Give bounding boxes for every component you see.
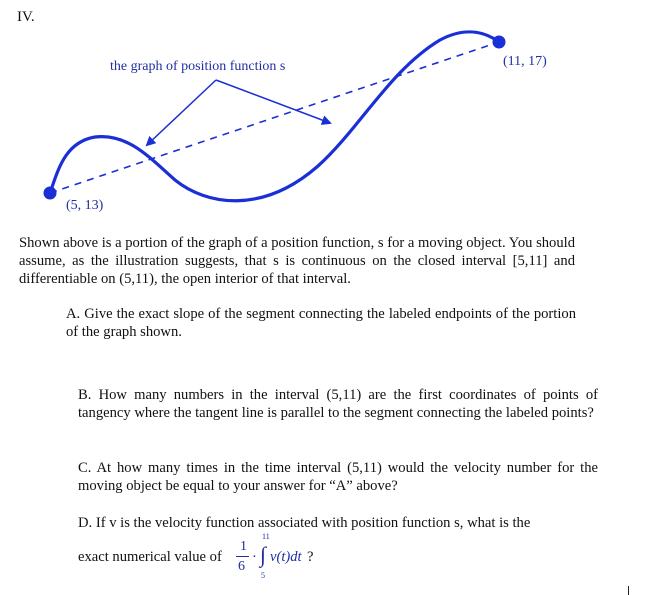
question-a: A. Give the exact slope of the segment connecting the labeled endpoints of the portion of the graph shown.: [66, 306, 576, 340]
question-d-expression: [78, 532, 338, 581]
end-point-marker: [493, 36, 506, 49]
integrand: v(t)dt: [270, 549, 302, 565]
start-point-label: (5, 13): [66, 198, 104, 213]
question-b: B. How many numbers in the interval (5,11) are the first coordinates of points of tangency where the tangent line is parallel to the segment connecting the labeled points?: [78, 387, 598, 421]
fraction-denominator: 6: [238, 559, 245, 574]
position-curve: [50, 32, 499, 201]
multiplication-dot: ·: [252, 549, 257, 565]
position-function-figure: [0, 0, 654, 230]
integral-lower-limit: 5: [261, 571, 265, 580]
question-d: D. If v is the velocity function associated with position function s, what is the: [78, 515, 531, 531]
caption-arrow-right: [216, 80, 330, 123]
question-d-prefix: exact numerical value of: [78, 549, 222, 565]
fraction-bar: [236, 556, 249, 557]
start-point-marker: [44, 187, 57, 200]
end-point-label: (11, 17): [503, 54, 547, 69]
integral-upper-limit: 11: [262, 532, 270, 541]
question-mark: ?: [307, 549, 314, 565]
section-number: IV.: [17, 9, 35, 25]
text-cursor-mark: [628, 586, 629, 595]
question-c: C. At how many times in the time interval (5,11) would the velocity number for the moving object be equal to your answer for “A” above?: [78, 460, 598, 494]
caption-arrow-left: [147, 80, 216, 145]
fraction-numerator: 1: [240, 539, 247, 554]
graph-caption: the graph of position function s: [110, 59, 286, 74]
intro-paragraph: Shown above is a portion of the graph of a position function, s for a moving object. You should assume, as the illustration suggests, that s is continuous on the closed interval [5,11] and differentiable on (5,11), the open interior of that interval.: [19, 235, 575, 287]
integral-sign: ∫: [260, 542, 267, 567]
